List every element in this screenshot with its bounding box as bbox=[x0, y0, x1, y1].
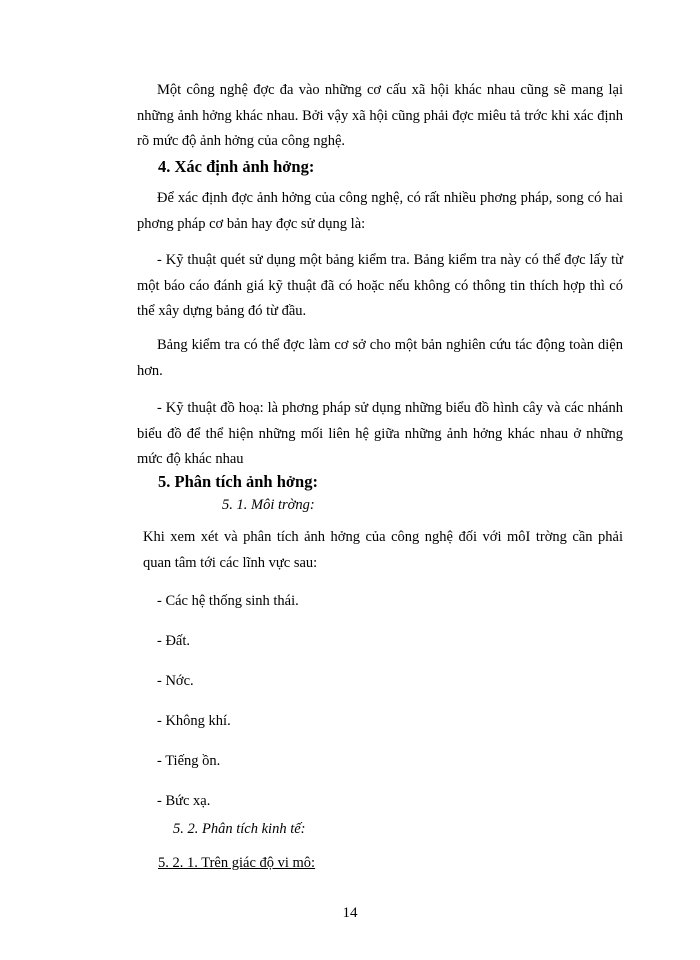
heading-4: 4. Xác định ảnh hởng: bbox=[158, 157, 315, 176]
paragraph-society: Một công nghệ đợc đa vào những cơ cấu xã hội khác nhau cũng sẽ mang lại những ảnh hởng khác nhau. Bởi vậy xã hội cũng phải đợc miêu tả trớc khi xác định rõ mức độ ảnh hởng của công nghệ. bbox=[137, 82, 623, 149]
subheading-5-2: 5. 2. Phân tích kinh tế: bbox=[173, 821, 306, 837]
list-item: - Đất. bbox=[157, 633, 191, 649]
paragraph-scan-technique: - Kỹ thuật quét sử dụng một bảng kiểm tra. Bảng kiểm tra này có thể đợc lấy từ một báo cáo đánh giá kỹ thuật đã có hoặc nếu không có thông tin thích hợp thì có thể xây dựng bảng đó từ đầu. bbox=[137, 252, 623, 319]
paragraph-checklist-basis: Bảng kiểm tra có thể đợc làm cơ sở cho một bản nghiên cứu tác động toàn diện hơn. bbox=[137, 337, 623, 379]
list-item: - Các hệ thống sinh thái. bbox=[157, 593, 299, 609]
list-item: - Nớc. bbox=[157, 673, 194, 689]
paragraph-environment-intro: Khi xem xét và phân tích ảnh hởng của công nghệ đối với môI trờng cần phải quan tâm tới các lĩnh vực sau: bbox=[143, 529, 623, 571]
heading-5: 5. Phân tích ảnh hởng: bbox=[158, 472, 318, 491]
paragraph-graphic-technique: - Kỹ thuật đồ hoạ: là phơng pháp sử dụng những biểu đồ hình cây và các nhánh biểu đồ để thể hiện những mối liên hệ giữa những ảnh hởng khác nhau ở những mức độ khác nhau bbox=[137, 400, 623, 467]
subheading-5-1: 5. 1. Môi trờng: bbox=[222, 497, 315, 513]
list-item: - Không khí. bbox=[157, 713, 231, 729]
page-number: 14 bbox=[342, 905, 358, 921]
list-item: - Tiếng ồn. bbox=[157, 753, 221, 769]
paragraph-methods-intro: Để xác định đợc ảnh hởng của công nghệ, có rất nhiều phơng pháp, song có hai phơng pháp cơ bản hay đợc sử dụng là: bbox=[137, 190, 623, 232]
subheading-5-2-1: 5. 2. 1. Trên giác độ vi mô: bbox=[158, 855, 316, 871]
list-item: - Bức xạ. bbox=[157, 793, 211, 809]
